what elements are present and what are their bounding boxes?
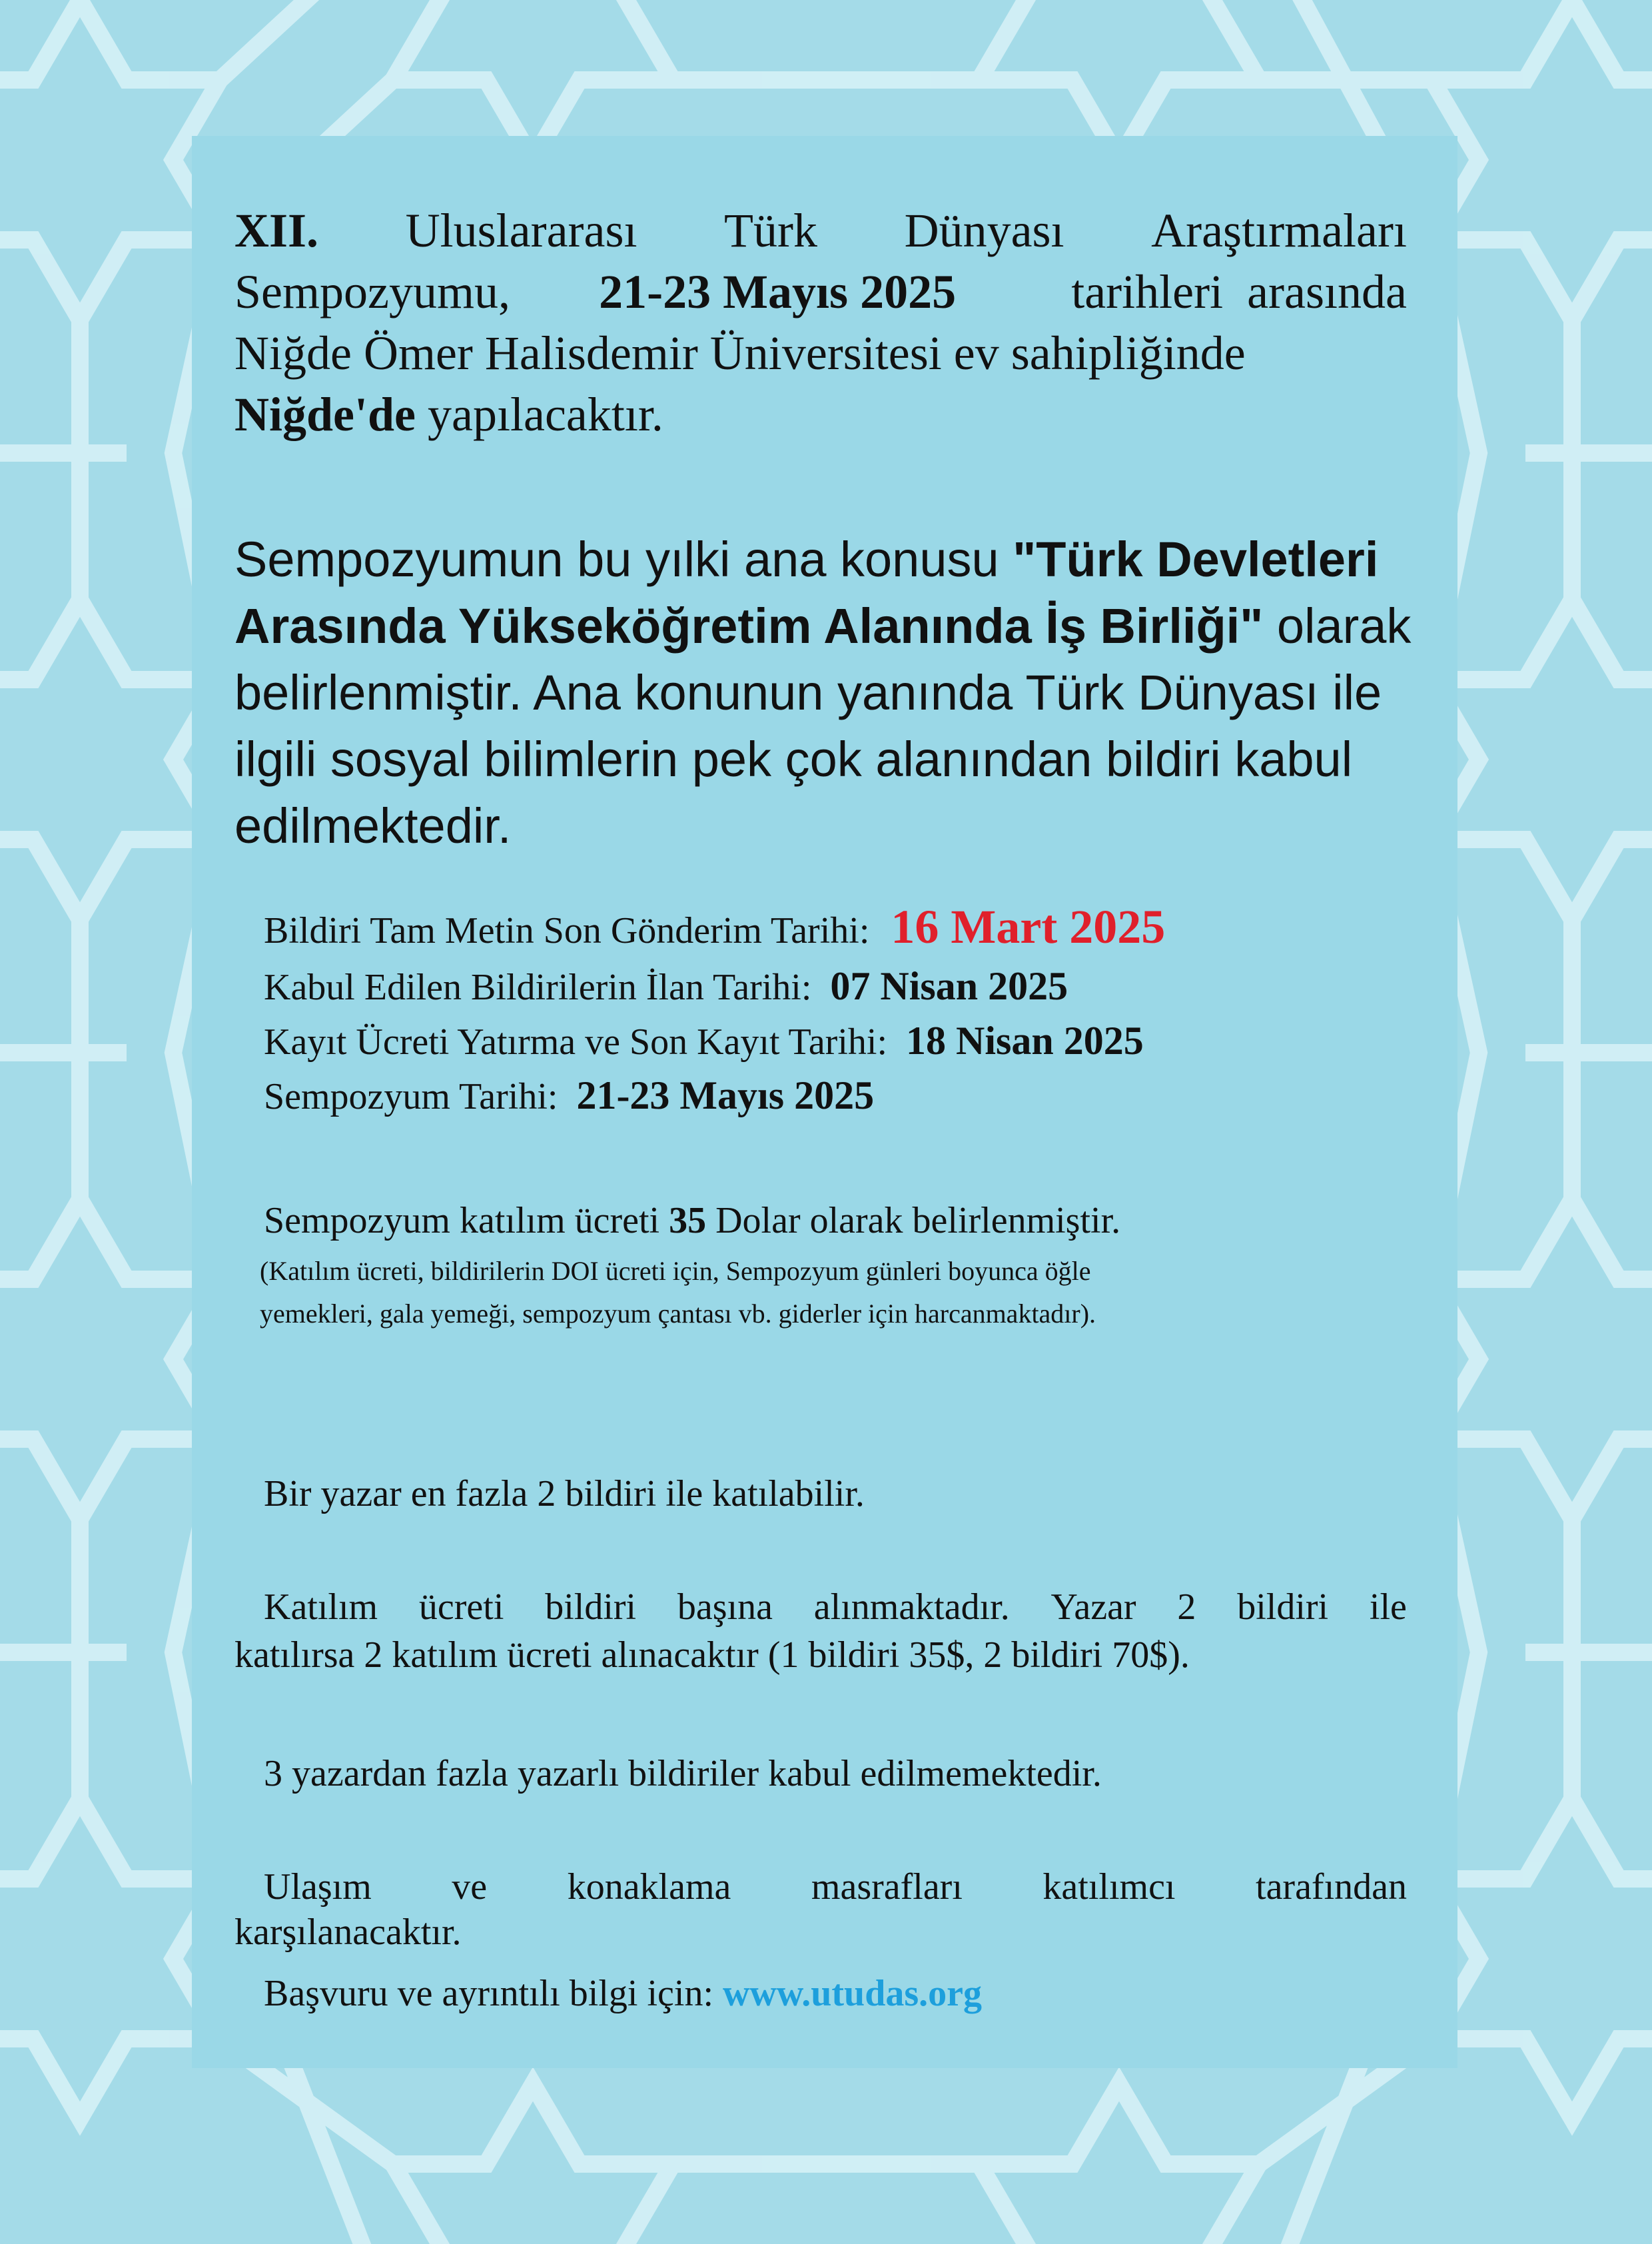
date-row xyxy=(264,1018,1144,1064)
per-paper-fee-rule xyxy=(234,1586,1407,1676)
date-label: Sempozyum Tarihi: xyxy=(264,1076,558,1117)
intro-text: yapılacaktır. xyxy=(416,388,663,441)
fee-amount: 35 xyxy=(669,1200,707,1241)
intro-word: Dünyası xyxy=(904,204,1064,257)
rule-word: Katılım xyxy=(264,1586,378,1628)
date-row xyxy=(264,963,1068,1009)
max-papers-rule: Bir yazar en fazla 2 bildiri ile katılabilir. xyxy=(264,1473,865,1514)
rule-word: masrafları xyxy=(811,1866,963,1908)
intro-text: Sempozyumu, xyxy=(234,265,510,318)
fee-note-line: (Katılım ücreti, bildirilerin DOI ücreti için, Sempozyum günleri boyunca öğle xyxy=(260,1256,1091,1286)
edition-number: XII. xyxy=(234,204,319,257)
max-authors-rule: 3 yazardan fazla yazarlı bildiriler kabul edilmemektedir. xyxy=(264,1753,1102,1794)
date-row xyxy=(264,1073,874,1119)
important-dates-list xyxy=(264,899,1330,1126)
rule-word: ile xyxy=(1369,1586,1407,1628)
intro-word: Türk xyxy=(724,204,818,257)
topic-text: Sempozyumun bu yılki ana konusu xyxy=(234,532,1013,587)
rule-word: alınmaktadır. xyxy=(813,1586,1010,1628)
topic-text: edilmektedir. xyxy=(234,798,512,853)
date-label: Bildiri Tam Metin Son Gönderim Tarihi: xyxy=(264,910,870,951)
intro-host-line: Niğde Ömer Halisdemir Üniversitesi ev sahipliğinde xyxy=(234,326,1246,380)
rule-text: karşılanacaktır. xyxy=(234,1912,462,1953)
intro-word: Uluslararası xyxy=(405,204,637,257)
info-label: Başvuru ve ayrıntılı bilgi için: xyxy=(264,1973,723,2014)
date-label: Kayıt Ücreti Yatırma ve Son Kayıt Tarihi: xyxy=(264,1021,888,1063)
rule-word: bildiri xyxy=(1237,1586,1329,1628)
intro-text: tarihleri arasında xyxy=(1071,265,1407,318)
date-value: 21-23 Mayıs 2025 xyxy=(576,1073,875,1117)
rule-word: konaklama xyxy=(567,1866,731,1908)
host-city: Niğde'de xyxy=(234,388,416,441)
date-row xyxy=(264,899,1165,955)
date-label: Kabul Edilen Bildirilerin İlan Tarihi: xyxy=(264,967,812,1008)
info-line xyxy=(264,1972,982,2015)
topic-text: belirlenmiştir. Ana konunun yanında Türk Dünyası ile xyxy=(234,665,1382,720)
rule-word: Ulaşım xyxy=(264,1866,372,1908)
fee-text: Sempozyum katılım ücreti xyxy=(264,1200,669,1241)
symposium-dates: 21-23 Mayıs 2025 xyxy=(599,265,957,318)
rule-word: ücreti xyxy=(418,1586,504,1628)
intro-paragraph xyxy=(234,200,1407,453)
fee-text: Dolar olarak belirlenmiştir. xyxy=(706,1200,1121,1241)
rule-text: katılırsa 2 katılım ücreti alınacaktır (1 bildiri 35$, 2 bildiri 70$). xyxy=(234,1634,1190,1676)
travel-costs-rule xyxy=(234,1866,1407,1954)
rule-word: başına xyxy=(677,1586,773,1628)
rule-word: 2 xyxy=(1177,1586,1196,1628)
topic-paragraph xyxy=(234,526,1420,873)
rule-word: bildiri xyxy=(545,1586,637,1628)
intro-word: Araştırmaları xyxy=(1151,204,1407,257)
main-topic: Arasında Yükseköğretim Alanında İş Birliği" xyxy=(234,598,1264,654)
topic-text: olarak xyxy=(1263,598,1412,654)
deadline-date-highlight: 16 Mart 2025 xyxy=(891,900,1166,953)
fee-statement xyxy=(264,1199,1120,1242)
rule-word: katılımcı xyxy=(1042,1866,1176,1908)
fee-note-line: yemekleri, gala yemeği, sempozyum çantası vb. giderler için harcanmaktadır). xyxy=(260,1299,1096,1329)
rule-word: ve xyxy=(452,1866,488,1908)
rule-word: tarafından xyxy=(1256,1866,1407,1908)
website-link[interactable]: www.utudas.org xyxy=(723,1973,982,2014)
date-value: 07 Nisan 2025 xyxy=(830,964,1068,1008)
rule-word: Yazar xyxy=(1050,1586,1136,1628)
main-topic: "Türk Devletleri xyxy=(1013,532,1379,587)
topic-text: ilgili sosyal bilimlerin pek çok alanından bildiri kabul xyxy=(234,732,1353,787)
date-value: 18 Nisan 2025 xyxy=(906,1019,1144,1063)
